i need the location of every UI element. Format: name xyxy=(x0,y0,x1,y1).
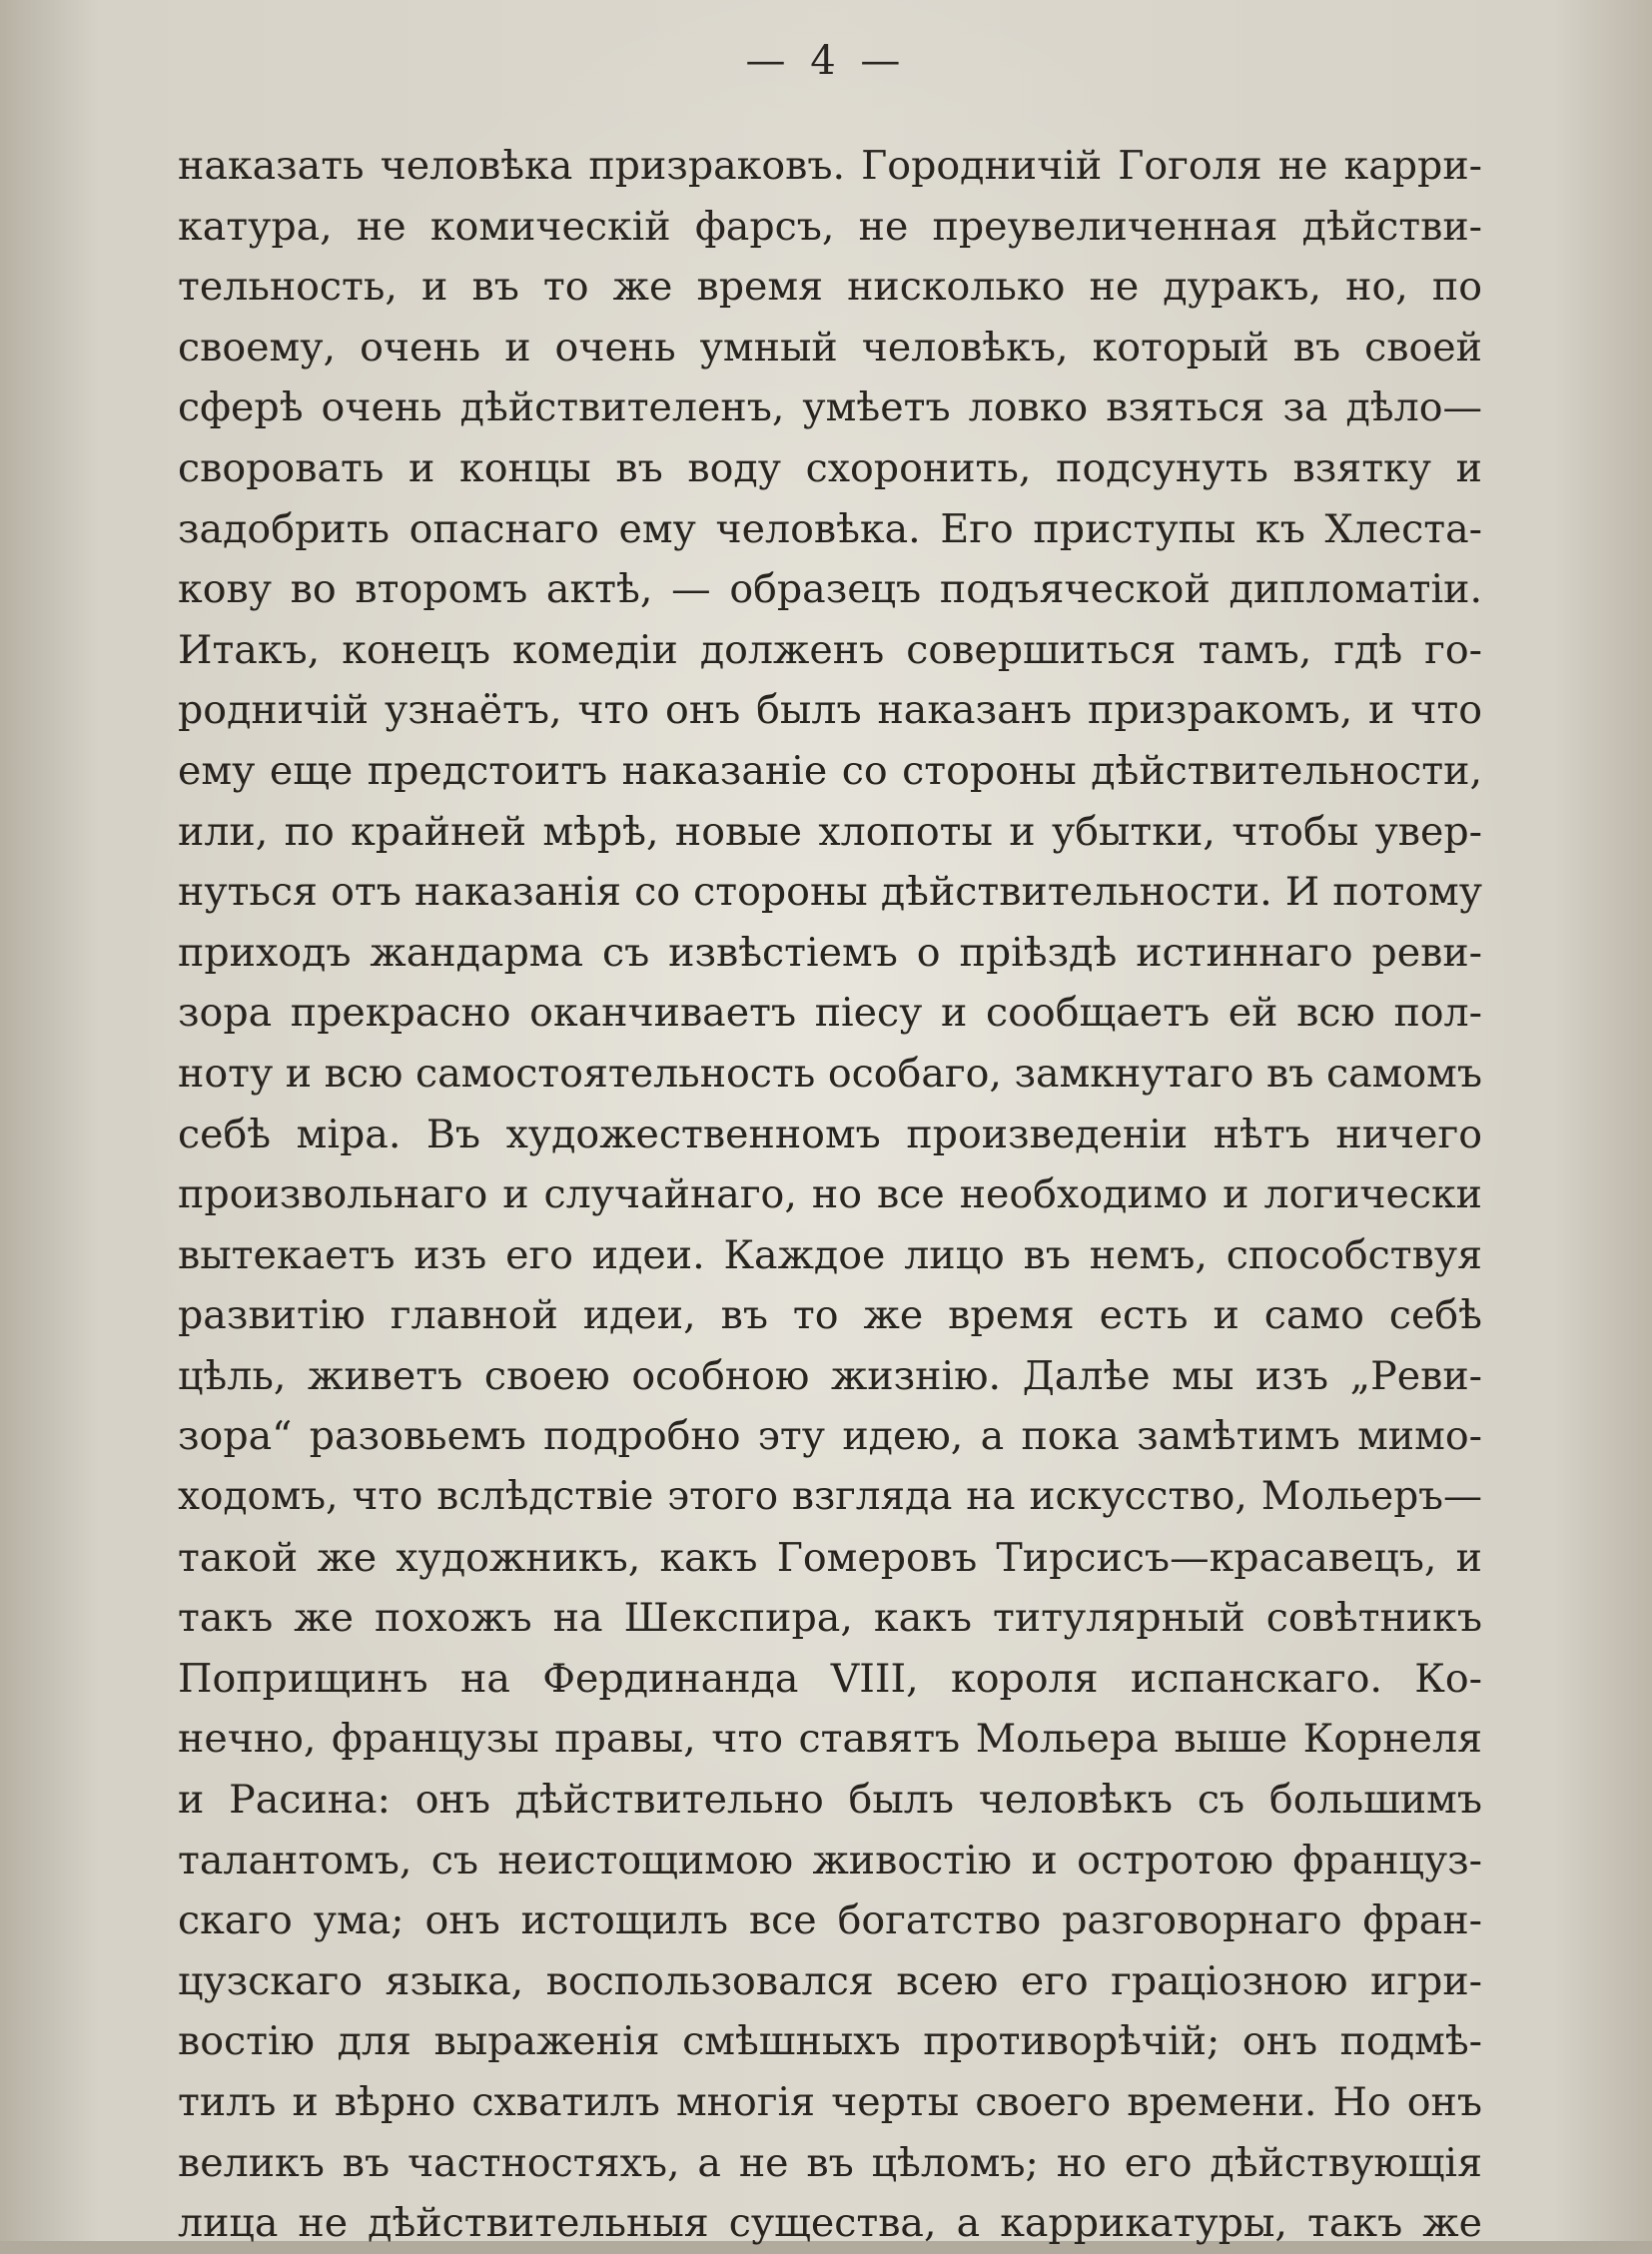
text-line: талантомъ, съ неистощимою живостію и остротою француз- xyxy=(178,1837,1482,1883)
text-line: зора прекрасно оканчиваетъ піесу и сообщаетъ ей всю пол- xyxy=(178,990,1482,1037)
text-line: ноту и всю самостоятельность особаго, замкнутаго въ самомъ xyxy=(178,1050,1482,1097)
text-line: такъ же похожъ на Шекспира, какъ титулярный совѣтникъ xyxy=(178,1595,1482,1642)
text-line: тельность, и въ то же время нисколько не дуракъ, но, по xyxy=(178,264,1482,311)
text-line: востію для выраженія смѣшныхъ противорѣчій; онъ подмѣ- xyxy=(178,2018,1482,2065)
text-line: развитію главной идеи, въ то же время есть и само себѣ xyxy=(178,1292,1482,1339)
text-line: вытекаетъ изъ его идеи. Каждое лицо въ немъ, способствуя xyxy=(178,1231,1482,1278)
text-line: наказать человѣка призраковъ. Городничій Гоголя не карри- xyxy=(178,143,1482,189)
text-line: цузскаго языка, воспользовался всею его граціозною игри- xyxy=(178,1957,1482,2004)
text-line: задобрить опаснаго ему человѣка. Его приступы къ Хлеста- xyxy=(178,505,1482,552)
text-line: ему еще предстоитъ наказаніе со стороны дѣйствительности, xyxy=(178,747,1482,794)
text-line: ходомъ, что вслѣдствіе этого взгляда на искусство, Мольеръ— xyxy=(178,1474,1482,1520)
text-line: нуться отъ наказанія со стороны дѣйствительности. И потому xyxy=(178,869,1482,916)
text-line: или, по крайней мѣрѣ, новые хлопоты и убытки, чтобы увер- xyxy=(178,808,1482,855)
text-line: кову во второмъ актѣ, — образецъ подъяческой дипломатіи. xyxy=(178,566,1482,613)
text-line: себѣ міра. Въ художественномъ произведеніи нѣтъ ничего xyxy=(178,1111,1482,1157)
text-line: великъ въ частностяхъ, а не въ цѣломъ; но его дѣйствующія xyxy=(178,2139,1482,2186)
text-line: родничій узнаётъ, что онъ былъ наказанъ призракомъ, и что xyxy=(178,687,1482,734)
text-line: такой же художникъ, какъ Гомеровъ Тирсисъ—красавецъ, и xyxy=(178,1534,1482,1581)
text-line: Поприщинъ на Фердинанда VIII, короля испанскаго. Ко- xyxy=(178,1655,1482,1702)
body-text xyxy=(178,136,1482,2254)
text-line: своровать и концы въ воду схоронить, подсунуть взятку и xyxy=(178,444,1482,491)
text-line: сферѣ очень дѣйствителенъ, умѣетъ ловко взяться за дѣло— xyxy=(178,384,1482,431)
text-line: и Расина: онъ дѣйствительно былъ человѣкъ съ большимъ xyxy=(178,1777,1482,1824)
text-line: катура, не комическій фарсъ, не преувеличенная дѣйстви- xyxy=(178,203,1482,250)
text-line: произвольнаго и случайнаго, но все необходимо и логически xyxy=(178,1171,1482,1218)
text-line: нечно, французы правы, что ставятъ Мольера выше Корнеля xyxy=(178,1716,1482,1763)
text-line: лица не дѣйствительныя существа, а каррикатуры, такъ же xyxy=(178,2200,1482,2247)
page-number: — 4 — xyxy=(745,38,907,84)
text-line: тилъ и вѣрно схватилъ многія черты своего времени. Но онъ xyxy=(178,2079,1482,2125)
text-line: цѣль, живетъ своею особною жизнію. Далѣе мы изъ „Реви- xyxy=(178,1352,1482,1399)
text-line: Итакъ, конецъ комедіи долженъ совершиться тамъ, гдѣ го- xyxy=(178,626,1482,673)
text-line: приходъ жандарма съ извѣстіемъ о пріѣздѣ истиннаго реви- xyxy=(178,929,1482,976)
text-line: своему, очень и очень умный человѣкъ, который въ своей xyxy=(178,324,1482,371)
text-line: скаго ума; онъ истощилъ все богатство разговорнаго фран- xyxy=(178,1897,1482,1944)
text-line: зора“ разовьемъ подробно эту идею, а пока замѣтимъ мимо- xyxy=(178,1413,1482,1460)
